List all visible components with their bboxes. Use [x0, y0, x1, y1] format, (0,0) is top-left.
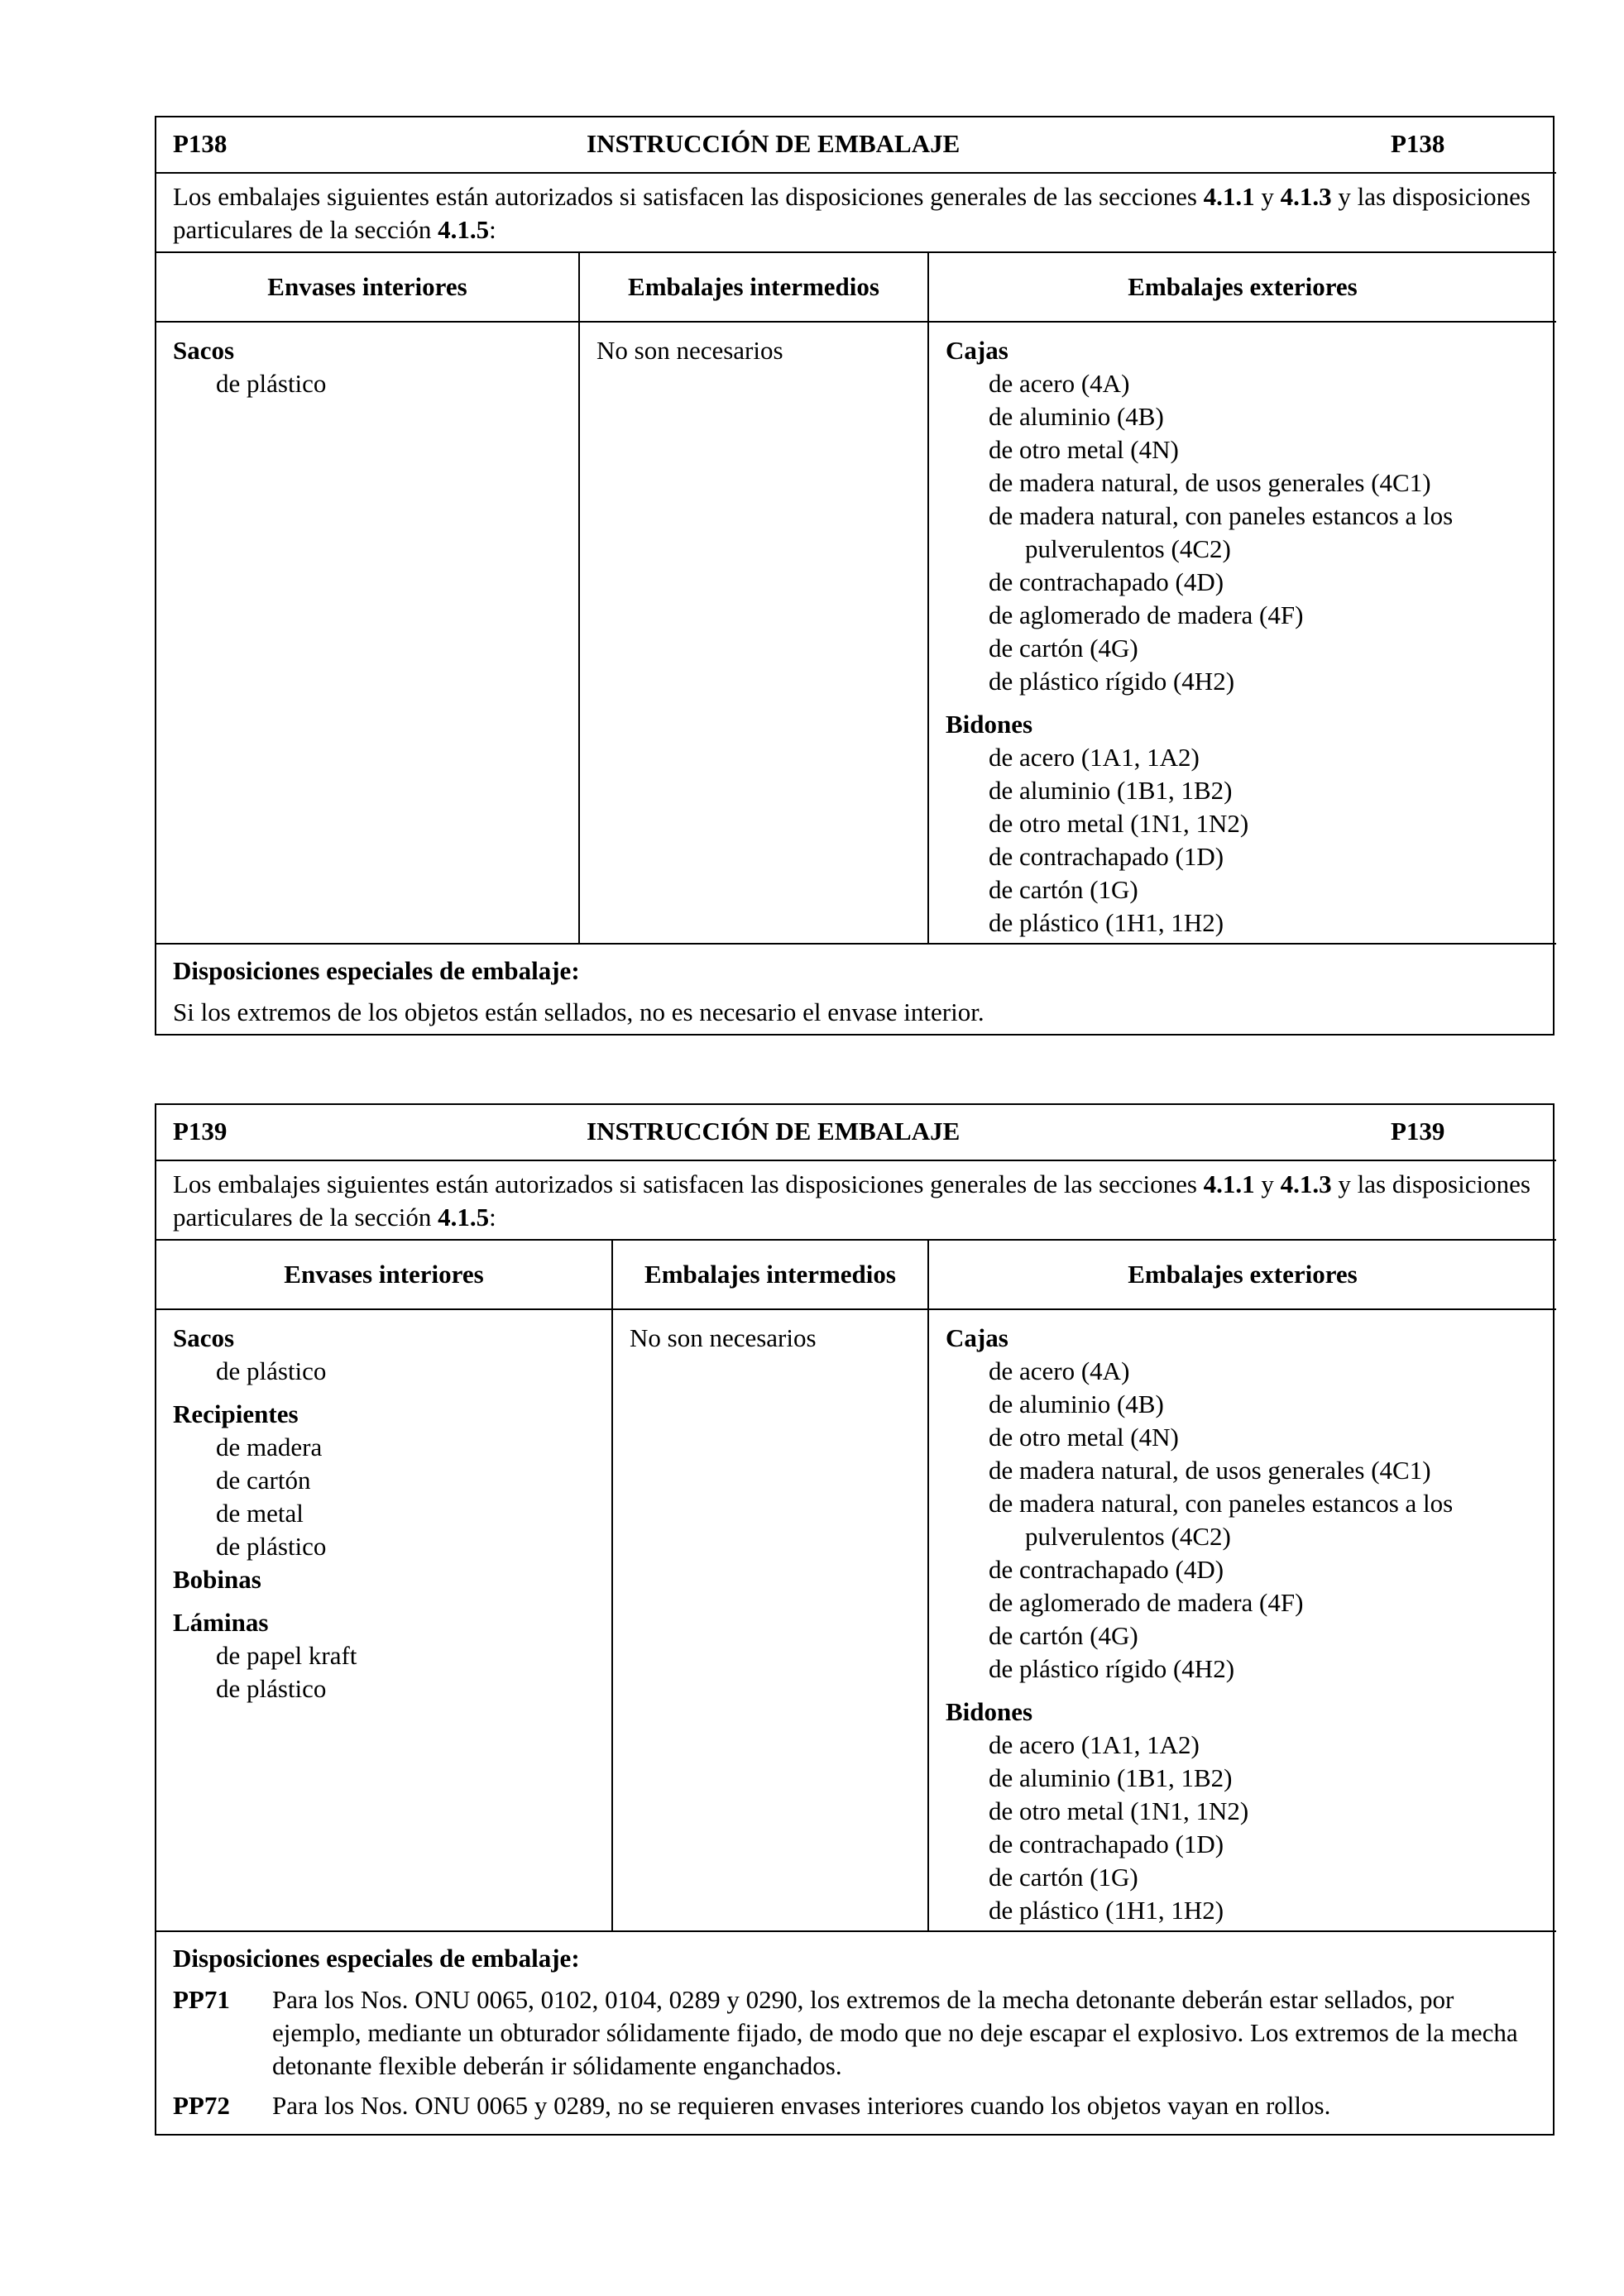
group-title: Cajas: [946, 336, 1008, 365]
p139-inner-sheets: [173, 1606, 595, 1705]
p139-code-right: P139: [1391, 1117, 1445, 1146]
p139-col-inner-header: Envases interiores: [156, 1240, 612, 1309]
group-item: de plástico: [216, 1674, 327, 1703]
provision-pp72: [173, 2089, 1540, 2122]
p138-intro-colon: :: [489, 215, 496, 244]
p139-intro-colon: :: [489, 1203, 496, 1232]
group-item: de aluminio (4B): [989, 1390, 1164, 1418]
group-item: de aluminio (4B): [989, 402, 1164, 431]
group-item: de plástico (1H1, 1H2): [989, 1896, 1224, 1925]
group-item: de acero (4A): [989, 369, 1130, 398]
group-item: de contrachapado (1D): [989, 1830, 1224, 1858]
p138-inner-group: [173, 334, 562, 400]
group-title: Recipientes: [173, 1399, 299, 1428]
p139-special-provisions: [156, 1931, 1556, 2134]
p139-col-intermediate-header: Embalajes intermedios: [612, 1240, 928, 1309]
p139-intro-text: Los embalajes siguientes están autorizados si satisfacen las disposiciones generales de las secciones: [173, 1170, 1204, 1198]
p138-outer-packagings: [928, 322, 1556, 944]
provision-code: PP71: [173, 1985, 230, 2014]
p138-intro-text-2: y las disposiciones particulares de la sección: [173, 182, 1531, 244]
p138-intro-text: Los embalajes siguientes están autorizados si satisfacen las disposiciones generales de las secciones: [173, 182, 1204, 211]
p138-ref-415: 4.1.5: [438, 215, 490, 244]
p138-col-inner-header: Envases interiores: [156, 252, 579, 322]
p138-header: [156, 117, 1556, 173]
p139-inner-receptacles: [173, 1398, 595, 1563]
group-item: de plástico rígido (4H2): [989, 1654, 1235, 1683]
group-item: de plástico: [216, 369, 327, 398]
p139-special-title: Disposiciones especiales de embalaje:: [173, 1944, 580, 1973]
group-title: Sacos: [173, 1323, 235, 1352]
p139-header: [156, 1105, 1556, 1160]
group-item: de otro metal (1N1, 1N2): [989, 809, 1249, 838]
p139-inner-reels: [173, 1563, 595, 1596]
group-item: de contrachapado (4D): [989, 1555, 1224, 1584]
group-item: de contrachapado (1D): [989, 842, 1224, 871]
p139-title: INSTRUCCIÓN DE EMBALAJE: [587, 1117, 961, 1146]
group-title: Láminas: [173, 1608, 269, 1637]
group-item: de madera natural, de usos generales (4C1): [989, 1456, 1431, 1485]
provision-text: Para los Nos. ONU 0065, 0102, 0104, 0289 y 0290, los extremos de la mecha detonante deberán estar sellados, por ejemplo, mediante un obturador sólidamente fijado, de modo que no deje escapar el explosivo. Los extremos de la mecha detonante flexible deberán ir sólidamente enganchados.: [272, 1985, 1518, 2080]
p138-col-outer-header: Embalajes exteriores: [928, 252, 1556, 322]
p139-outer-packagings: [928, 1309, 1556, 1931]
group-item: de acero (4A): [989, 1356, 1130, 1385]
p139-inner-bags: [173, 1322, 595, 1388]
group-item: de otro metal (4N): [989, 1423, 1179, 1452]
p138-intro: [156, 173, 1556, 252]
p138-inner-packagings: [156, 322, 579, 944]
group-title: Sacos: [173, 336, 235, 365]
group-item: de otro metal (4N): [989, 435, 1179, 464]
group-item: de aluminio (1B1, 1B2): [989, 1763, 1233, 1792]
p138-outer-boxes: [946, 334, 1540, 698]
p139-intro-and: y: [1254, 1170, 1281, 1198]
p139-intro: [156, 1160, 1556, 1240]
group-item: de cartón (1G): [989, 875, 1138, 904]
p139-ref-415: 4.1.5: [438, 1203, 490, 1232]
p139-code-left: P139: [173, 1117, 228, 1146]
group-item: de cartón: [216, 1466, 311, 1495]
provision-code: PP72: [173, 2091, 230, 2120]
p138-code-left: P138: [173, 129, 228, 158]
p138-outer-drums: [946, 708, 1540, 940]
p138-title: INSTRUCCIÓN DE EMBALAJE: [587, 129, 961, 158]
group-title: Bobinas: [173, 1565, 261, 1594]
group-item: de acero (1A1, 1A2): [989, 743, 1200, 772]
group-item: de aglomerado de madera (4F): [989, 1588, 1304, 1617]
provision-pp71: [173, 1983, 1540, 2083]
group-item: de acero (1A1, 1A2): [989, 1730, 1200, 1759]
p139-outer-drums: [946, 1696, 1540, 1927]
p138-special-text: Si los extremos de los objetos están sellados, no es necesario el envase interior.: [173, 997, 984, 1026]
p138-intermediate-packagings: No son necesarios: [579, 322, 928, 944]
p139-outer-boxes: [946, 1322, 1540, 1686]
group-title: Bidones: [946, 710, 1033, 739]
packing-instruction-p139: [155, 1103, 1555, 2136]
p139-intro-text-2: y las disposiciones particulares de la sección: [173, 1170, 1531, 1232]
provision-text: Para los Nos. ONU 0065 y 0289, no se requieren envases interiores cuando los objetos vayan en rollos.: [272, 2091, 1331, 2120]
group-item: de plástico: [216, 1356, 327, 1385]
p138-col-intermediate-header: Embalajes intermedios: [579, 252, 928, 322]
group-item: de madera natural, con paneles estancos a los pulverulentos (4C2): [989, 501, 1454, 563]
p138-code-right: P138: [1391, 129, 1445, 158]
p139-table: [156, 1105, 1556, 2134]
group-item: de cartón (4G): [989, 634, 1138, 662]
group-item: de plástico rígido (4H2): [989, 667, 1235, 696]
p138-special-provisions: [156, 944, 1556, 1034]
group-item: de contrachapado (4D): [989, 567, 1224, 596]
p139-intermediate-packagings: No son necesarios: [612, 1309, 928, 1931]
group-item: de madera: [216, 1433, 323, 1461]
p138-special-title: Disposiciones especiales de embalaje:: [173, 956, 580, 985]
p139-ref-411: 4.1.1: [1203, 1170, 1255, 1198]
group-title: Bidones: [946, 1697, 1033, 1726]
group-item: de plástico (1H1, 1H2): [989, 908, 1224, 937]
p139-col-outer-header: Embalajes exteriores: [928, 1240, 1556, 1309]
p139-inner-packagings: [156, 1309, 612, 1931]
group-title: Cajas: [946, 1323, 1008, 1352]
group-item: de madera natural, de usos generales (4C1): [989, 468, 1431, 497]
group-item: de otro metal (1N1, 1N2): [989, 1796, 1249, 1825]
p139-ref-413: 4.1.3: [1280, 1170, 1332, 1198]
group-item: de aluminio (1B1, 1B2): [989, 776, 1233, 805]
p138-intro-and: y: [1254, 182, 1281, 211]
group-item: de cartón (4G): [989, 1621, 1138, 1650]
p138-ref-413: 4.1.3: [1280, 182, 1332, 211]
p138-ref-411: 4.1.1: [1203, 182, 1255, 211]
packing-instruction-p138: [155, 116, 1555, 1036]
group-item: de cartón (1G): [989, 1863, 1138, 1892]
group-item: de papel kraft: [216, 1641, 357, 1670]
group-item: de metal: [216, 1499, 304, 1528]
group-item: de plástico: [216, 1532, 327, 1561]
group-item: de madera natural, con paneles estancos a los pulverulentos (4C2): [989, 1489, 1454, 1551]
group-item: de aglomerado de madera (4F): [989, 600, 1304, 629]
p138-table: [156, 117, 1556, 1034]
